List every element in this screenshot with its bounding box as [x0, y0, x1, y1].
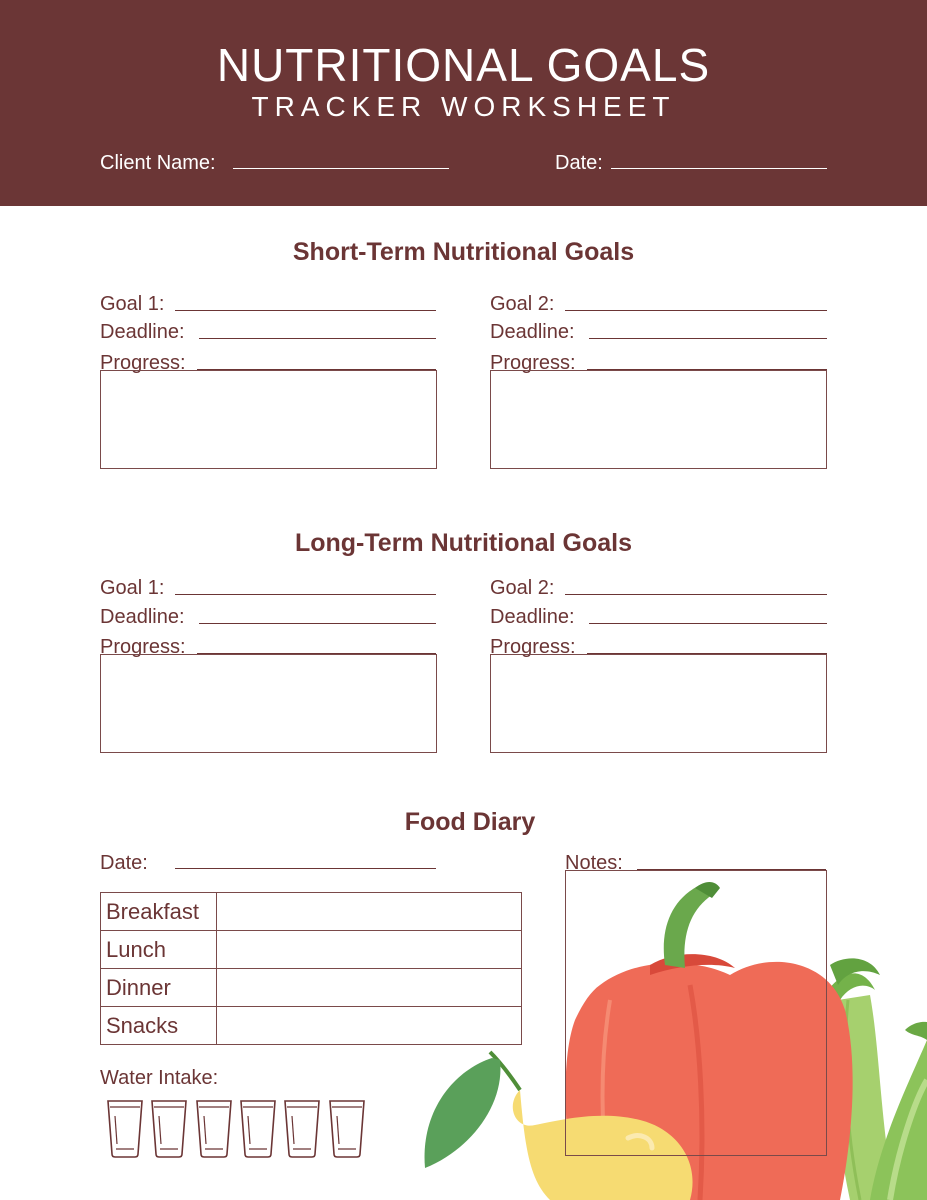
food-diary-title: Food Diary: [404, 808, 536, 836]
st-goal2-field[interactable]: [565, 310, 827, 311]
st-deadline1-label: Deadline:: [100, 321, 185, 343]
page-title: NUTRITIONAL GOALS: [216, 39, 711, 91]
diary-date-field[interactable]: [175, 868, 436, 869]
diary-date-label: Date:: [100, 852, 148, 874]
meal-label: Breakfast: [101, 893, 217, 931]
lt-goal2-field[interactable]: [565, 594, 827, 595]
client-name-label: Client Name:: [100, 152, 216, 174]
notes-box[interactable]: [565, 870, 827, 1156]
st-progress1-box[interactable]: [100, 370, 437, 469]
glass-icon[interactable]: [195, 1098, 233, 1158]
long-term-title: Long-Term Nutritional Goals: [294, 529, 633, 557]
meal-entry-cell[interactable]: [217, 893, 522, 931]
glass-icon[interactable]: [239, 1098, 277, 1158]
lt-deadline2-field[interactable]: [589, 623, 827, 624]
lt-progress2-label: Progress:: [490, 636, 576, 658]
st-progress2-box[interactable]: [490, 370, 827, 469]
lt-goal2-label: Goal 2:: [490, 577, 555, 599]
meal-label: Lunch: [101, 931, 217, 969]
st-deadline2-label: Deadline:: [490, 321, 575, 343]
table-row: [101, 893, 522, 931]
st-deadline1-field[interactable]: [199, 338, 436, 339]
page-subtitle: TRACKER WORKSHEET: [251, 91, 676, 122]
header-banner: [0, 0, 927, 206]
st-goal1-field[interactable]: [175, 310, 436, 311]
water-intake-label: Water Intake:: [100, 1067, 219, 1089]
lt-progress2-box[interactable]: [490, 654, 827, 753]
food-diary-table: [100, 892, 522, 1045]
table-row: [101, 1007, 522, 1045]
lt-deadline1-label: Deadline:: [100, 606, 185, 628]
st-goal2-label: Goal 2:: [490, 293, 555, 315]
st-goal1-label: Goal 1:: [100, 293, 165, 315]
lt-goal1-field[interactable]: [175, 594, 436, 595]
meal-entry-cell[interactable]: [217, 931, 522, 969]
lt-deadline1-field[interactable]: [199, 623, 436, 624]
table-row: [101, 931, 522, 969]
meal-label: Dinner: [101, 969, 217, 1007]
glass-icon[interactable]: [283, 1098, 321, 1158]
client-name-field[interactable]: [233, 168, 449, 169]
glass-icon[interactable]: [328, 1098, 366, 1158]
lt-deadline2-label: Deadline:: [490, 606, 575, 628]
meal-label: Snacks: [101, 1007, 217, 1045]
header-date-label: Date:: [555, 152, 603, 174]
notes-label: Notes:: [565, 852, 623, 874]
meal-entry-cell[interactable]: [217, 969, 522, 1007]
header-date-field[interactable]: [611, 168, 827, 169]
st-progress1-label: Progress:: [100, 352, 186, 374]
lt-progress1-label: Progress:: [100, 636, 186, 658]
meal-entry-cell[interactable]: [217, 1007, 522, 1045]
st-progress2-label: Progress:: [490, 352, 576, 374]
short-term-title: Short-Term Nutritional Goals: [292, 238, 635, 266]
glass-icon[interactable]: [106, 1098, 144, 1158]
st-deadline2-field[interactable]: [589, 338, 827, 339]
lt-progress1-box[interactable]: [100, 654, 437, 753]
table-row: [101, 969, 522, 1007]
lt-goal1-label: Goal 1:: [100, 577, 165, 599]
glass-icon[interactable]: [150, 1098, 188, 1158]
